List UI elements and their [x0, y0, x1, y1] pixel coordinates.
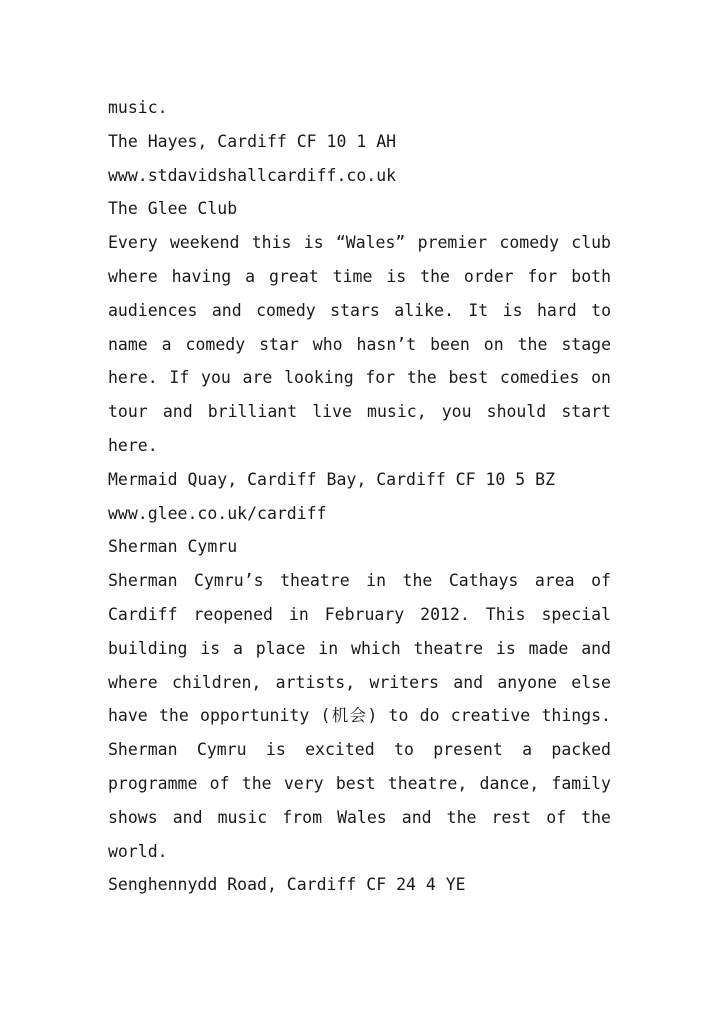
paragraph-line: building is a place in which theatre is made and — [108, 638, 611, 658]
website-link[interactable]: www.stdavidshallcardiff.co.uk — [108, 165, 397, 185]
text-line: music. — [108, 98, 168, 117]
paragraph-line: Sherman Cymru is excited to present a packed — [108, 740, 611, 760]
paragraph-line: world. — [108, 841, 168, 861]
paragraph-line: where having a great time is the order for both — [108, 266, 611, 286]
paragraph-line: here. — [108, 435, 158, 455]
paragraph-line: Every weekend this is “Wales” premier comedy club — [108, 233, 611, 253]
paragraph-line: here. If you are looking for the best comedies on — [108, 368, 611, 388]
paragraph-line: name a comedy star who hasn’t been on the stage — [108, 334, 611, 354]
venue-heading: Sherman Cymru — [108, 537, 238, 557]
paragraph-line: where children, artists, writers and anyone else — [108, 672, 611, 692]
paragraph-line: programme of the very best theatre, dance, family — [108, 773, 611, 793]
paragraph-line: have the opportunity (机会) to do creative things. — [108, 706, 611, 726]
document-body — [108, 91, 611, 902]
website-link[interactable]: www.glee.co.uk/cardiff — [108, 503, 327, 523]
paragraph-line: Sherman Cymru’s theatre in the Cathays area of — [108, 571, 611, 591]
paragraph-line: Cardiff reopened in February 2012. This special — [108, 604, 611, 624]
paragraph-line: audiences and comedy stars alike. It is hard to — [108, 300, 611, 320]
paragraph-line: tour and brilliant live music, you should start — [108, 402, 611, 422]
paragraph-line: shows and music from Wales and the rest of the — [108, 807, 611, 827]
address-line: The Hayes, Cardiff CF 10 1 AH — [108, 131, 397, 151]
address-line: Senghennydd Road, Cardiff CF 24 4 YE — [108, 875, 466, 895]
venue-heading: The Glee Club — [108, 199, 238, 219]
address-line: Mermaid Quay, Cardiff Bay, Cardiff CF 10 5 BZ — [108, 469, 556, 489]
